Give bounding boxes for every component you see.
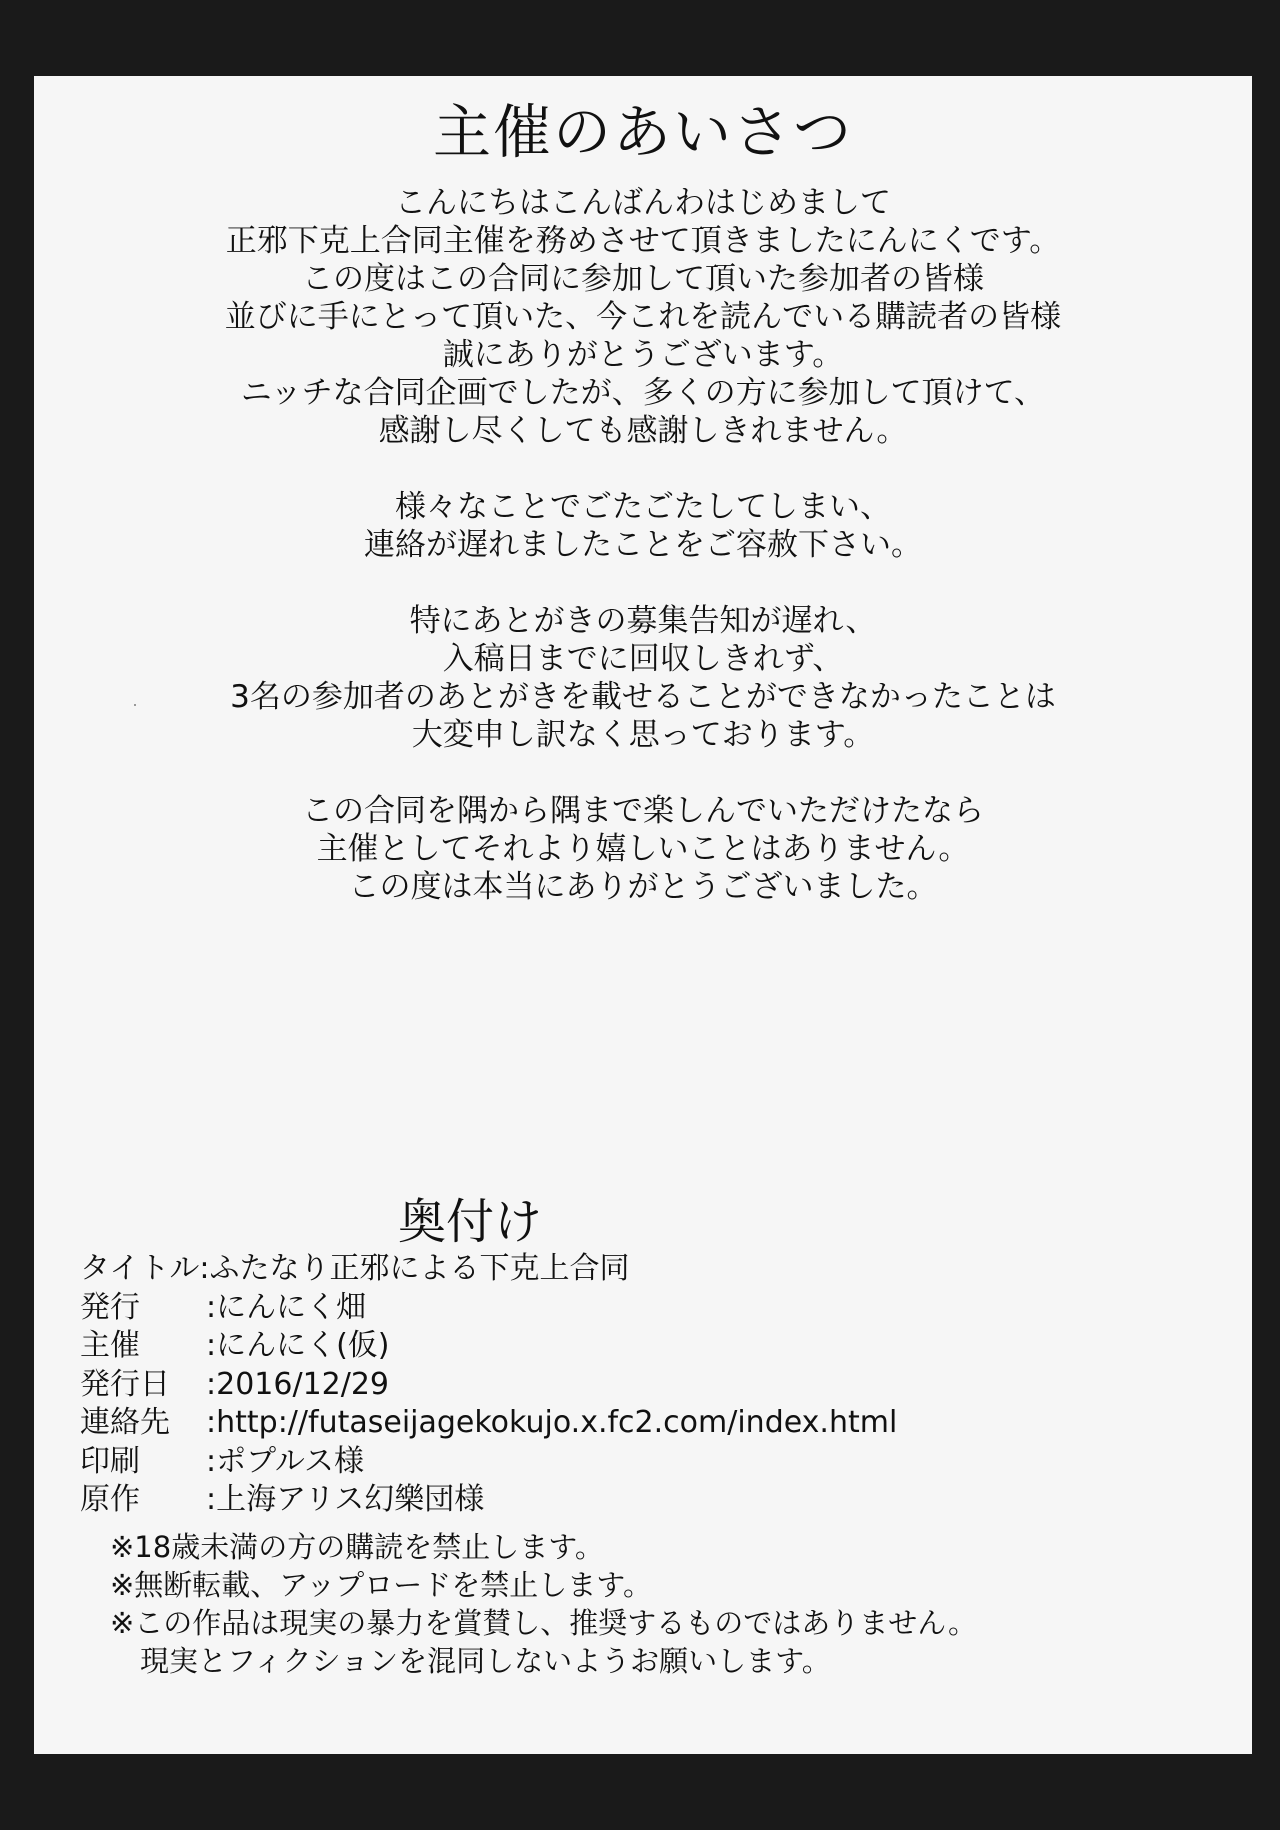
colophon-value: :ポプルス様 (206, 1443, 365, 1479)
colophon-title: 奥付け (398, 1194, 543, 1250)
colophon-label: 発行日 (80, 1366, 170, 1402)
note-item: ※18歳未満の方の購読を禁止します。 (110, 1530, 604, 1564)
colophon-row-title (80, 1250, 897, 1289)
colophon-row-contact (80, 1404, 897, 1443)
colophon-value: :にんにく畑 (206, 1289, 367, 1325)
scan-speck (134, 704, 136, 706)
colophon-row-date (80, 1366, 897, 1405)
notes (110, 1528, 977, 1680)
greeting-line: この度はこの合同に参加して頂いた参加者の皆様 (302, 261, 984, 297)
greeting-line: 入稿日までに回収しきれず、 (442, 641, 844, 677)
greeting-line: 連絡が遅れましたことをご容赦下さい。 (364, 527, 922, 563)
greeting-body (34, 184, 1252, 944)
note-continuation: 現実とフィクションを混同しないようお願いします。 (140, 1644, 831, 1678)
colophon-value: :2016/12/29 (206, 1366, 390, 1402)
colophon-label: 原作 (80, 1482, 140, 1517)
colophon-row-publisher (80, 1289, 897, 1328)
colophon-value: :上海アリス幻樂団様 (206, 1482, 485, 1517)
greeting-paragraph-2 (34, 488, 1252, 564)
greeting-line: 感謝し尽くしても感謝しきれません。 (378, 413, 908, 449)
greeting-paragraph-4 (34, 792, 1252, 906)
greeting-line: 主催としてそれより嬉しいことはありません。 (316, 831, 970, 867)
colophon-label: 印刷 (80, 1443, 140, 1479)
colophon-row-original-work (80, 1481, 897, 1520)
colophon-contact-url: :http://futaseijagekokujo.x.fc2.com/index.html (206, 1405, 898, 1440)
greeting-line: ニッチな合同企画でしたが、多くの方に参加して頂けて、 (240, 375, 1046, 411)
colophon-label: 連絡先 (80, 1405, 170, 1440)
greeting-paragraph-1 (34, 184, 1252, 450)
greeting-line: 並びに手にとって頂いた、今これを読んでいる購読者の皆様 (224, 299, 1062, 335)
greeting-line: こんにちはこんばんわはじめまして (395, 185, 891, 221)
greeting-title: 主催のあいさつ (432, 98, 853, 166)
greeting-line: 正邪下克上合同主催を務めさせて頂きましたにんにくです。 (225, 223, 1061, 259)
colophon-label: タイトル (80, 1251, 200, 1286)
greeting-line: 誠にありがとうございます。 (442, 337, 844, 373)
colophon-list (80, 1250, 897, 1520)
greeting-line: この合同を隅から隅まで楽しんでいただけたなら (302, 793, 984, 829)
colophon-label: 主催 (80, 1328, 140, 1363)
colophon-row-printer (80, 1443, 897, 1482)
document-page (34, 76, 1252, 1754)
note-item: ※この作品は現実の暴力を賞賛し、推奨するものではありません。 (110, 1606, 978, 1640)
colophon-value: :ふたなり正邪による下克上合同 (199, 1251, 630, 1286)
greeting-line: 3名の参加者のあとがきを載せることができなかったことは (230, 679, 1056, 715)
greeting-line: 特にあとがきの募集告知が遅れ、 (409, 603, 877, 639)
colophon-value: :にんにく(仮) (206, 1328, 390, 1363)
greeting-line: 様々なことでごたごたしてしまい、 (395, 489, 891, 525)
greeting-line: 大変申し訳なく思っております。 (411, 717, 875, 753)
greeting-line: この度は本当にありがとうございました。 (348, 869, 938, 905)
colophon-row-organizer (80, 1327, 897, 1366)
note-item: ※無断転載、アップロードを禁止します。 (110, 1568, 652, 1602)
greeting-paragraph-3 (34, 602, 1252, 754)
colophon-label: 発行 (80, 1289, 140, 1325)
